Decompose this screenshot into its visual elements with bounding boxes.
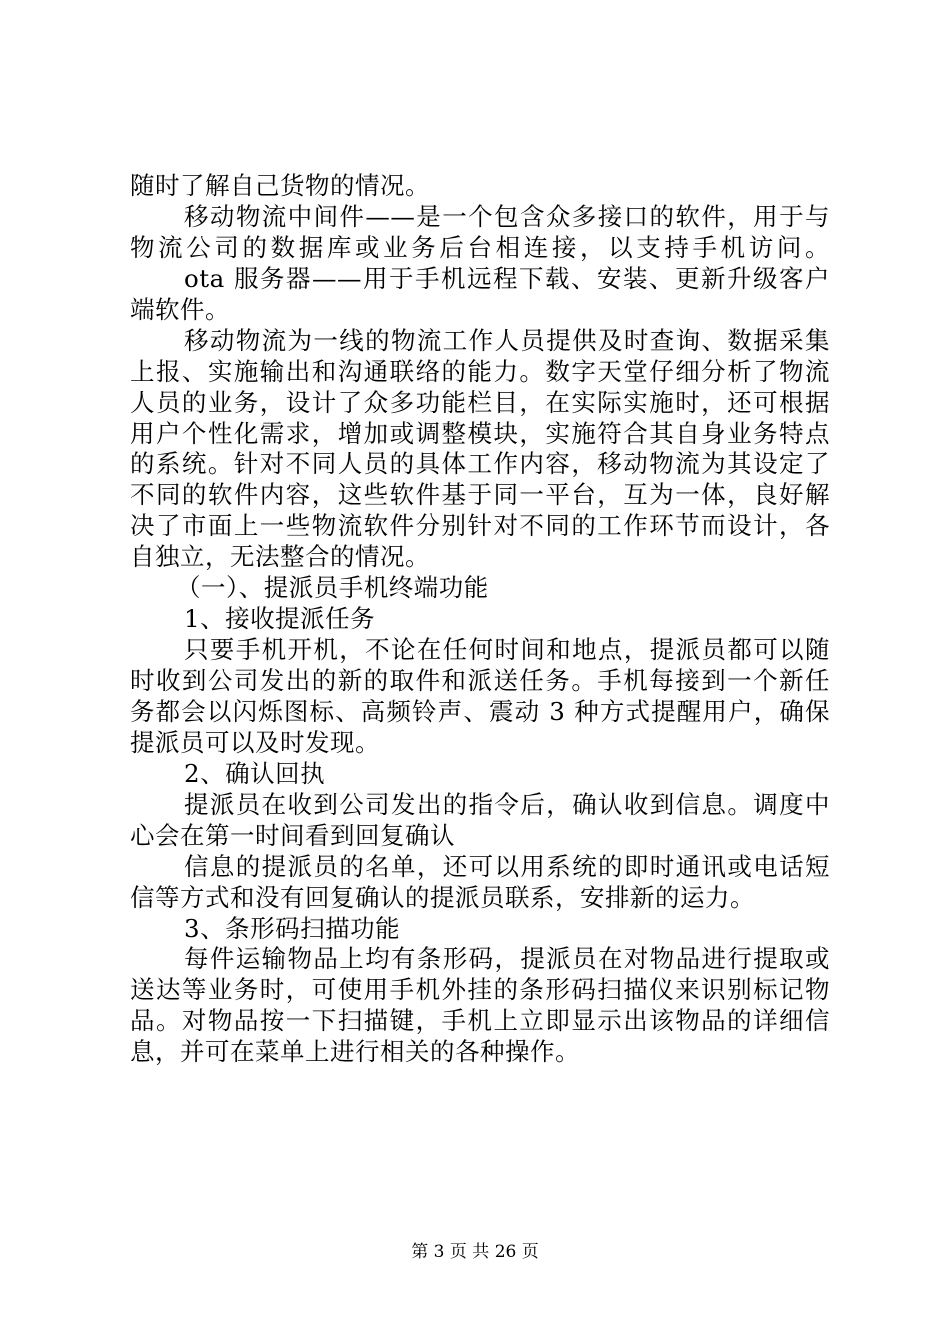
subsection-heading: 1、接收提派任务 (184, 604, 376, 633)
text-line: 务都会以闪烁图标、高频铃声、震动 3 种方式提醒用户，确保 (130, 697, 830, 726)
text-line: 送达等业务时，可使用手机外挂的条形码扫描仪来识别标记物 (130, 975, 830, 1004)
text-line: 决了市面上一些物流软件分别针对不同的工作环节而设计，各 (130, 511, 830, 540)
text-line: 每件运输物品上均有条形码，提派员在对物品进行提取或 (184, 944, 830, 973)
text-line: 信等方式和没有回复确认的提派员联系，安排新的运力。 (130, 883, 755, 912)
text-line: 端软件。 (130, 295, 230, 324)
text-line: 人员的业务，设计了众多功能栏目，在实际实施时，还可根据 (130, 388, 830, 417)
text-line: 只要手机开机，不论在任何时间和地点，提派员都可以随 (184, 635, 830, 664)
text-line: 用户个性化需求，增加或调整模块，实施符合其自身业务特点 (130, 419, 830, 448)
text-line: 心会在第一时间看到回复确认 (130, 821, 455, 850)
text-line: 自独立，无法整合的情况。 (130, 542, 430, 571)
text-line: 息，并可在菜单上进行相关的各种操作。 (130, 1037, 580, 1066)
text-line: 品。对物品按一下扫描键，手机上立即显示出该物品的详细信 (130, 1006, 830, 1035)
text-line: ota 服务器——用于手机远程下载、安装、更新升级客户 (184, 264, 830, 293)
section-heading: （一）、提派员手机终端功能 (176, 573, 489, 602)
text-line: 提派员在收到公司发出的指令后，确认收到信息。调度中 (184, 790, 830, 819)
text-line: 物流公司的数据库或业务后台相连接，以支持手机访问。 (130, 233, 830, 262)
text-line: 时收到公司发出的新的取件和派送任务。手机每接到一个新任 (130, 666, 830, 695)
text-line: 上报、实施输出和沟通联络的能力。数字天堂仔细分析了物流 (130, 357, 830, 386)
subsection-heading: 3、条形码扫描功能 (184, 914, 401, 943)
text-line: 的系统。针对不同人员的具体工作内容，移动物流为其设定了 (130, 449, 830, 478)
subsection-heading: 2、确认回执 (184, 759, 326, 788)
text-line: 不同的软件内容，这些软件基于同一平台，互为一体，良好解 (130, 480, 830, 509)
text-line: 提派员可以及时发现。 (130, 728, 380, 757)
text-line: 随时了解自己货物的情况。 (130, 171, 430, 200)
page-footer: 第 3 页 共 26 页 (411, 1242, 539, 1262)
text-line: 信息的提派员的名单，还可以用系统的即时通讯或电话短 (184, 852, 830, 881)
text-line: 移动物流为一线的物流工作人员提供及时查询、数据采集 (184, 326, 830, 355)
text-line: 移动物流中间件——是一个包含众多接口的软件，用于与 (184, 202, 830, 231)
